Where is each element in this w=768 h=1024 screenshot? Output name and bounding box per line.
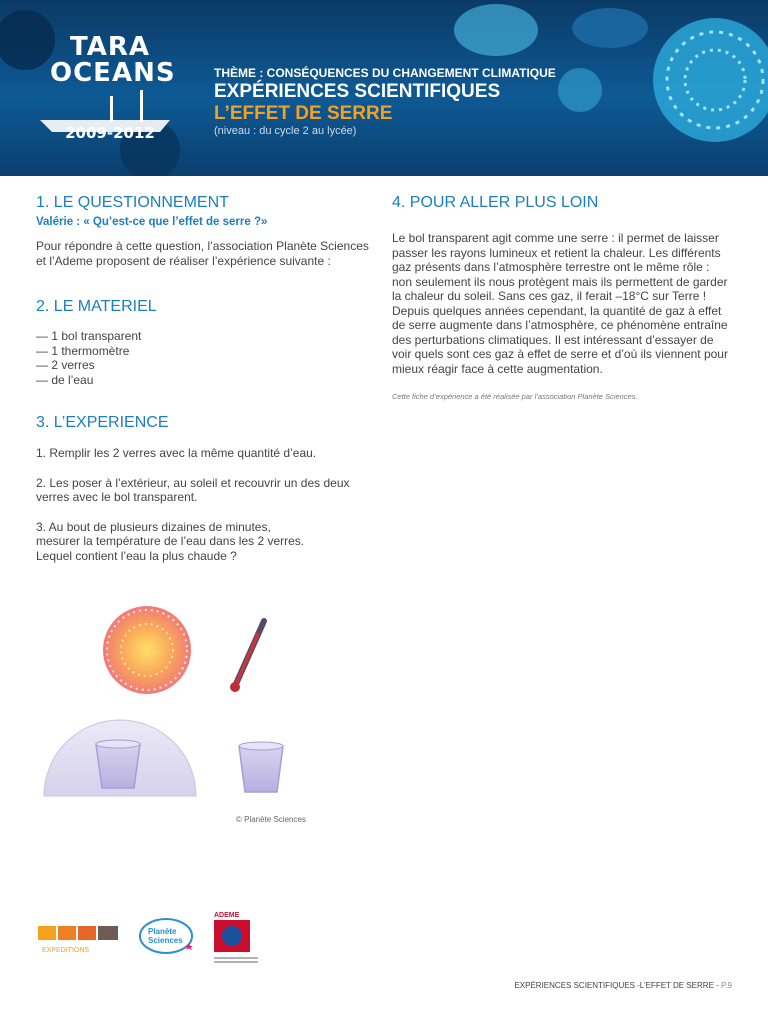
section-4-heading: 4. POUR ALLER PLUS LOIN — [392, 194, 599, 211]
section-1-question: Valérie : « Qu’est-ce que l’effet de serre ?» — [36, 216, 268, 228]
list-item: — de l’eau — [36, 372, 94, 387]
ademe-logo — [214, 912, 258, 962]
list-item: — 1 bol transparent — [36, 329, 142, 343]
glass-bowl-icon — [44, 720, 196, 796]
partner-logos-drawing — [36, 910, 336, 966]
glass-icon — [239, 742, 283, 792]
logo-years: 2009-2012 — [65, 124, 155, 142]
planete-sciences-logo — [140, 919, 193, 953]
logo-line-1: TARA — [70, 32, 150, 62]
right-column — [392, 194, 732, 401]
list-item: — 1 thermomètre — [36, 343, 130, 358]
sun-icon — [103, 606, 191, 694]
tara-oceans-logo — [50, 32, 176, 142]
experiment-illustration — [36, 586, 326, 814]
section-2-heading: 2. LE MATERIEL — [36, 298, 157, 315]
tara-expeditions-label: EXPEDITIONS — [42, 947, 90, 954]
footer-title: EXPÉRIENCES SCIENTIFIQUES -L’EFFET DE SERRE - — [514, 981, 722, 990]
figure-credit: © Planète Sciences — [236, 815, 306, 824]
page-subtitle: L’EFFET DE SERRE — [214, 103, 393, 124]
materials-list — [36, 329, 376, 387]
section-4-text: Le bol transparent agit comme une serre : il permet de laisser passer les rayons lumineux et retient la chaleur. Les différents gaz présents dans l’atmosphère terrestre ont le même rôle : non seulement ils nous protègent mais ils permettent de garder la chaleur du soleil. Sans ces gaz, il ferait –18°C sur Terre ! Depuis quelques années cependant, la quantité de gaz à effet de serre augmente dans l’atmosphère, ce phénomène entraîne des perturbations climatiques. Il est intéressant d’essayer de voir quels sont ces gaz à effet de serre et d’où ils viennent pour mieux réagir face à cette augmentation. — [392, 231, 728, 376]
page-title: EXPÉRIENCES SCIENTIFIQUES — [214, 81, 501, 102]
partner-logos — [36, 910, 336, 966]
level-note: (niveau : du cycle 2 au lycée) — [214, 125, 357, 137]
step-2: 2. Les poser à l’extérieur, au soleil et recouvrir un des deux verres avec le bol transparent. — [36, 475, 350, 504]
section-3-heading: 3. L’EXPERIENCE — [36, 414, 169, 431]
step-3-line-3: Lequel contient l’eau la plus chaude ? — [36, 548, 237, 563]
page-footer — [514, 981, 732, 990]
tara-expeditions-logo — [38, 926, 118, 954]
theme-label: THÈME : CONSÉQUENCES DU CHANGEMENT CLIMATIQUE — [214, 66, 556, 80]
planete-label-1: Planète — [148, 927, 177, 936]
thermometer-icon — [230, 621, 264, 692]
left-column — [36, 194, 376, 563]
step-1: 1. Remplir les 2 verres avec la même quantité d’eau. — [36, 446, 317, 460]
section-1-text: Pour répondre à cette question, l’association Planète Sciences et l’Ademe proposent de réaliser l’expérience suivante : — [36, 239, 369, 268]
header-banner — [0, 0, 768, 176]
step-3-line-1: 3. Au bout de plusieurs dizaines de minutes, — [36, 519, 271, 534]
section-1-heading: 1. LE QUESTIONNEMENT — [36, 194, 229, 211]
page-number: P.9 — [721, 981, 732, 990]
sheet-credit-note: Cette fiche d’expérience a été réalisée par l’association Planète Sciences. — [392, 392, 638, 401]
step-3-line-2: mesurer la température de l’eau dans les 2 verres. — [36, 534, 305, 548]
ademe-name: ADEME — [214, 912, 240, 919]
planete-label-2: Sciences — [148, 936, 183, 945]
experiment-drawing — [36, 586, 326, 814]
logo-line-2: OCEANS — [50, 58, 176, 88]
list-item: — 2 verres — [36, 358, 95, 372]
